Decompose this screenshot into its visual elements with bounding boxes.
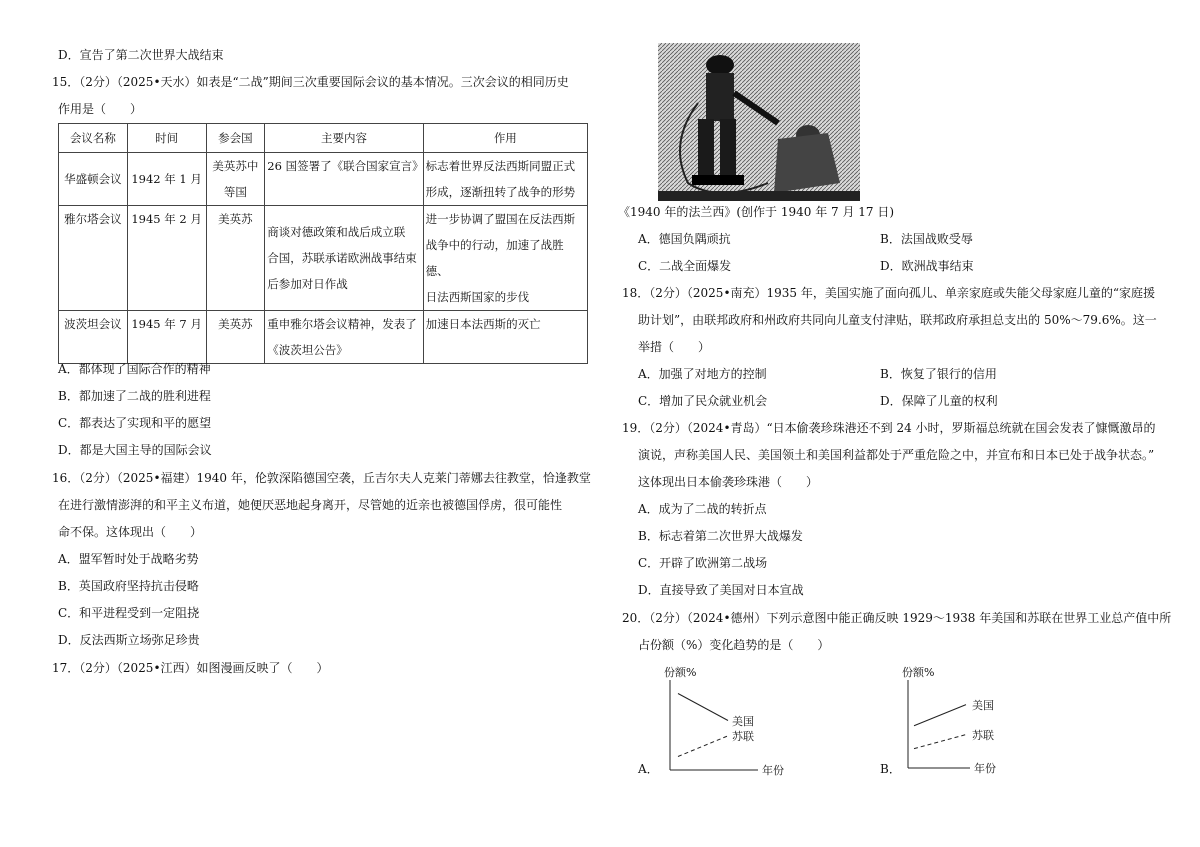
cartoon-caption: 《1940 年的法兰西》(创作于 1940 年 7 月 17 日) [618,205,895,219]
table-header-row [59,124,588,153]
cell-line: 形成，逐渐扭转了战争的形势 [425,185,576,199]
q18-stem-line3: 举措（ ） [638,340,711,354]
table-header: 主要内容 [265,124,423,153]
q16-stem-line3: 命不保。这体现出（ ） [58,525,203,539]
series-label-ussr: 苏联 [732,729,754,743]
q18-option-d: D．保障了儿童的权利 [880,394,998,408]
table-header: 作用 [423,124,587,153]
cell-line: 等国 [223,185,247,199]
chart-plot [880,664,1100,782]
table-row [59,153,588,206]
q20-stem-line1: 20．（2分）（2024•德州）下列示意图中能正确反映 1929～1938 年美国和苏联在世界工业总产值中所 [622,611,1172,625]
q18-option-b: B．恢复了银行的信用 [880,367,997,381]
cell-line: 战争中的行动，加速了战胜德、 [425,238,564,278]
chart-xlabel: 年份 [762,764,784,777]
q17-option-a: A．德国负隅顽抗 [638,232,731,246]
q15-option-c: C．都表达了实现和平的愿望 [58,416,212,430]
chart-option-letter: A． [638,762,659,776]
q20-stem-line2: 占份额（%）变化趋势的是（ ） [638,638,830,652]
q15-option-d: D．都是大国主导的国际会议 [58,443,212,457]
series-line-usa [678,694,728,721]
q19-stem-line1: 19．（2分）（2024•青岛）“日本偷袭珍珠港还不到 24 小时，罗斯福总统就在国会发表了慷慨激昂的 [622,421,1156,435]
table-cell: 雅尔塔会议 [59,206,128,311]
cell-line: 合国，苏联承诺欧洲战事结束 [267,251,417,265]
q18-stem-line1: 18．（2分）（2025•南充）1935 年，美国实施了面向孤儿、单亲家庭或失能父母家庭儿童的“家庭援 [622,286,1156,300]
series-label-usa: 美国 [972,698,994,712]
chart-ylabel: 份额% [902,666,935,679]
table-cell: 华盛顿会议 [59,153,128,206]
series-line-ussr [914,735,966,749]
q16-option-d: D．反法西斯立场弥足珍贵 [58,633,200,647]
q19-option-d: D．直接导致了美国对日本宣战 [638,583,804,597]
q15-stem-line2: 作用是（ ） [58,102,143,116]
chart-ylabel: 份额% [664,666,697,679]
q16-option-c: C．和平进程受到一定阻挠 [58,606,200,620]
chart-plot [638,664,858,782]
table-cell: 1945 年 2 月 [127,206,206,311]
table-cell: 加速日本法西斯的灭亡 [423,311,587,364]
table-cell [265,311,423,364]
q18-option-a: A．加强了对地方的控制 [638,367,767,381]
chart-option-b [880,664,1100,782]
q19-option-a: A．成为了二战的转折点 [638,502,767,516]
q16-stem-line2: 在进行激情澎湃的和平主义布道，她便厌恶地起身离开，尽管她的近亲也被德国俘虏，很可能性 [58,498,563,512]
q17-stem: 17．（2分）（2025•江西）如图漫画反映了（ ） [52,661,329,675]
table-cell [265,206,423,311]
table-cell [206,153,265,206]
table-cell [423,153,587,206]
cell-line: 进一步协调了盟国在反法西斯 [425,212,576,226]
q19-option-c: C．开辟了欧洲第二战场 [638,556,768,570]
table-cell: 波茨坦会议 [59,311,128,364]
cartoon-image [658,43,860,201]
q16-option-b: B．英国政府坚持抗击侵略 [58,579,199,593]
series-label-usa: 美国 [732,714,754,728]
q16-option-a: A．盟军暂时处于战略劣势 [58,552,199,566]
cell-line: 日法西斯国家的步伐 [425,290,530,304]
q18-stem-line2: 助计划”，由联邦政府和州政府共同向儿童支付津贴，联邦政府承担总支出的 50%～79.6%。这一 [638,313,1157,327]
table-row [59,206,588,311]
table-cell: 1942 年 1 月 [127,153,206,206]
series-label-ussr: 苏联 [972,728,994,742]
table-row [59,311,588,364]
cell-line: 美英苏中 [212,159,259,173]
table-cell: 1945 年 7 月 [127,311,206,364]
q17-option-b: B．法国战败受辱 [880,232,973,246]
q17-option-c: C．二战全面爆发 [638,259,732,273]
chart-option-a [638,664,858,782]
table-cell [265,153,423,206]
chart-xlabel: 年份 [974,762,996,775]
cartoon-drawing [658,43,860,201]
table-cell: 美英苏 [206,311,265,364]
q14-option-d: D．宣告了第二次世界大战结束 [58,48,224,62]
q19-stem-line3: 这体现出日本偷袭珍珠港（ ） [638,475,819,489]
series-line-usa [914,705,966,726]
table-cell: 美英苏 [206,206,265,311]
cell-line: 商谈对德政策和战后成立联 [267,225,406,239]
meetings-table [58,123,588,364]
q19-option-b: B．标志着第二次世界大战爆发 [638,529,803,543]
cell-line: 后参加对日作战 [267,277,348,291]
cell-line: 标志着世界反法西斯同盟正式 [425,159,576,173]
q18-option-c: C．增加了民众就业机会 [638,394,768,408]
cell-line: 重申雅尔塔会议精神，发表了 [267,317,417,331]
table-header: 时间 [127,124,206,153]
q17-option-d: D．欧洲战事结束 [880,259,974,273]
q19-stem-line2: 演说，声称美国人民、美国领土和美国利益都处于严重危险之中，并宣布和日本已处于战争状态。” [638,448,1155,462]
q15-option-b: B．都加速了二战的胜利进程 [58,389,211,403]
q15-option-a: A．都体现了国际合作的精神 [58,362,211,376]
table-header: 会议名称 [59,124,128,153]
chart-option-letter: B． [880,762,901,776]
cell-line: 26 国签署了《联合国家宣言》 [267,159,424,173]
table-header: 参会国 [206,124,265,153]
cell-line: 《波茨坦公告》 [267,343,348,357]
q16-stem-line1: 16．（2分）（2025•福建）1940 年，伦敦深陷德国空袭，丘吉尔夫人克莱门蒂娜去往教堂，恰逢教堂 [52,471,591,485]
table-cell [423,206,587,311]
series-line-ussr [678,736,728,757]
q15-stem-line1: 15．（2分）（2025•天水）如表是“二战”期间三次重要国际会议的基本情况。三次会议的相同历史 [52,75,569,89]
